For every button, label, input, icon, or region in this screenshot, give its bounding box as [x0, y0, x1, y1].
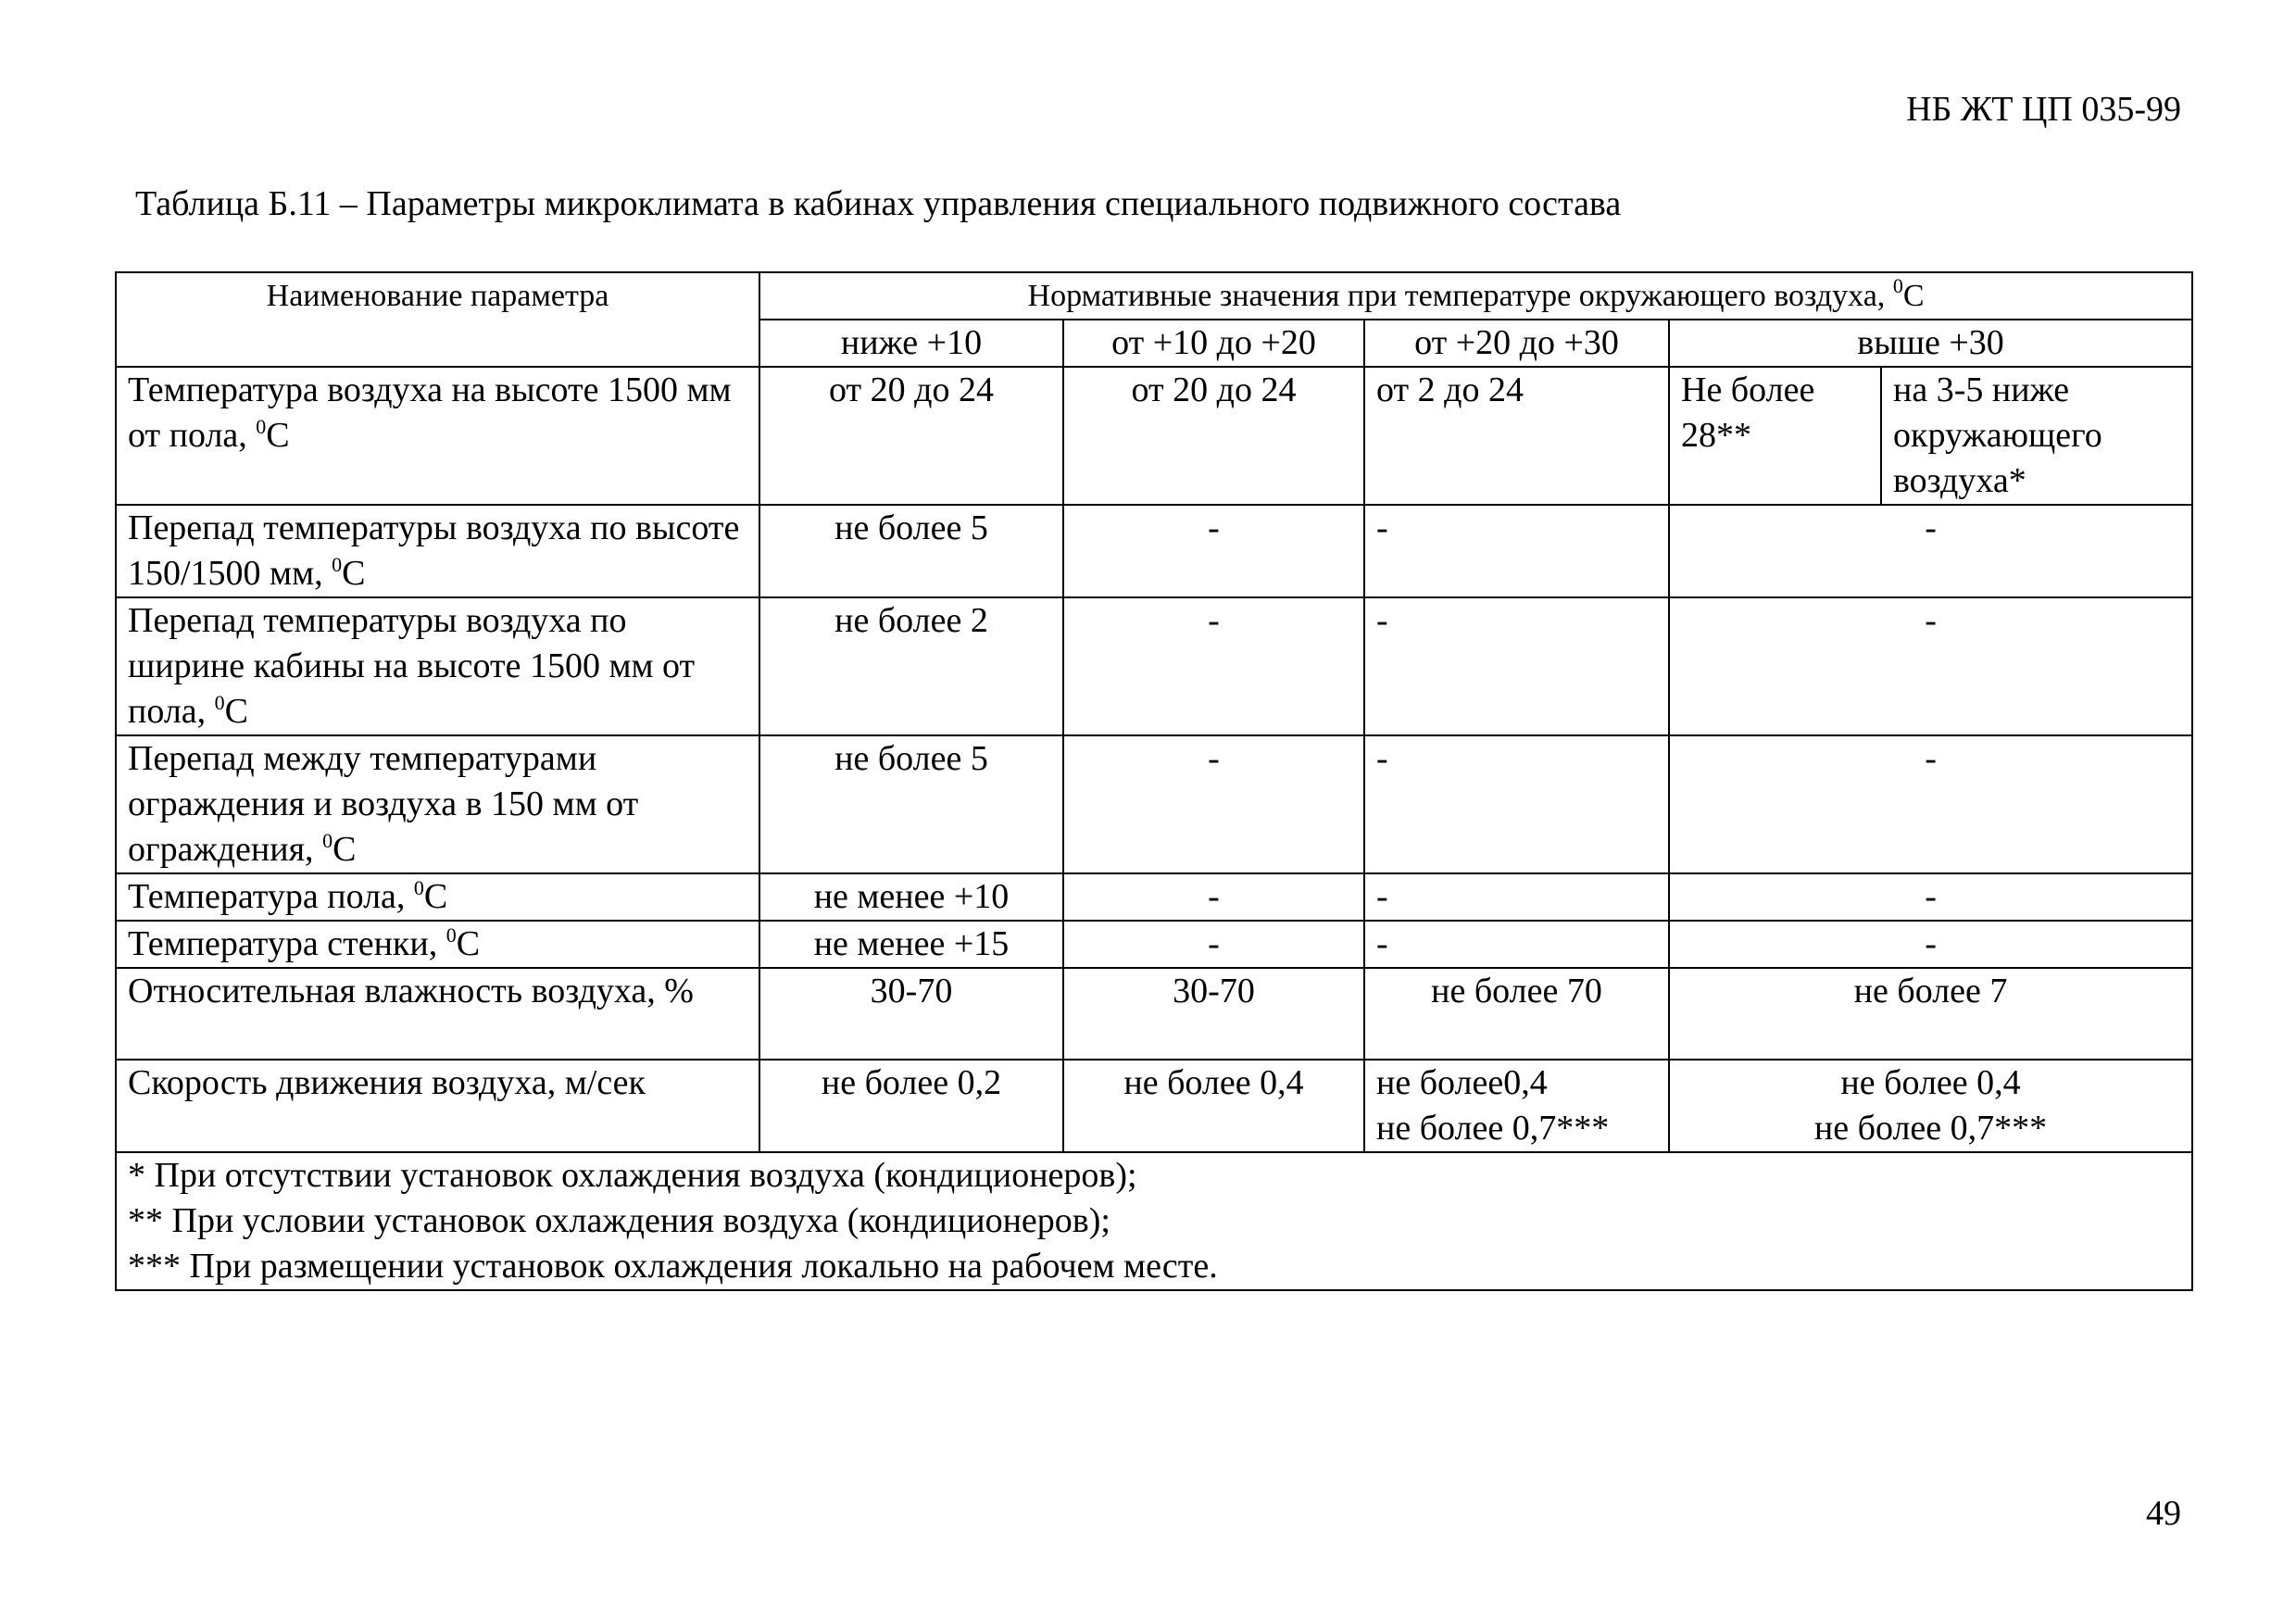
- param-cell: Скорость движения воздуха, м/сек: [116, 1060, 759, 1152]
- value-line: не более 0,7***: [1813, 1109, 2048, 1148]
- value-cell: от 20 до 24: [1063, 367, 1364, 505]
- table-row: [116, 921, 2192, 968]
- value-cell: от 2 до 24: [1364, 367, 1669, 505]
- range-above-30: выше +30: [1669, 320, 2192, 367]
- value-cell: -: [1063, 921, 1364, 968]
- value-cell: -: [1364, 873, 1669, 921]
- value-line: не более0,4: [1376, 1063, 1548, 1102]
- value-cell: -: [1364, 921, 1669, 968]
- value-cell: -: [1669, 921, 2192, 968]
- value-cell: не менее +15: [759, 921, 1063, 968]
- value-cell: не более 7: [1669, 968, 2192, 1060]
- value-cell: не менее +10: [759, 873, 1063, 921]
- value-cell: от 20 до 24: [759, 367, 1063, 505]
- footnotes-cell: [116, 1152, 2192, 1290]
- param-cell: Перепад температуры воздуха по высоте 150/1500 мм, $^0$С: [116, 505, 759, 597]
- value-cell: -: [1063, 873, 1364, 921]
- param-cell: Температура пола, $^0$С: [116, 873, 759, 921]
- microclimate-table: [115, 271, 2193, 1291]
- range-20-30: от +20 до +30: [1364, 320, 1669, 367]
- param-cell: Перепад температуры воздуха по ширине кабины на высоте 1500 мм от пола, $^0$С: [116, 597, 759, 735]
- value-cell: -: [1669, 505, 2192, 597]
- table-header-row: [116, 272, 2192, 320]
- value-cell: не более 0,2: [759, 1060, 1063, 1152]
- value-cell: 30-70: [1063, 968, 1364, 1060]
- value-line: не более 0,7***: [1376, 1109, 1610, 1148]
- range-below-10: ниже +10: [759, 320, 1063, 367]
- value-cell: не более 5: [759, 505, 1063, 597]
- value-cell: 30-70: [759, 968, 1063, 1060]
- param-cell: Перепад между температурами ограждения и воздуха в 150 мм от ограждения, $^0$С: [116, 735, 759, 873]
- value-cell: -: [1063, 735, 1364, 873]
- table-row: [116, 597, 2192, 735]
- value-cell: -: [1063, 505, 1364, 597]
- value-cell: -: [1669, 597, 2192, 735]
- value-cell: -: [1669, 873, 2192, 921]
- document-code: НБ ЖТ ЦП 035-99: [1906, 90, 2181, 129]
- param-name-header: Наименование параметра: [116, 272, 759, 367]
- param-cell: Температура стенки, $^0$С: [116, 921, 759, 968]
- table-row: [116, 968, 2192, 1060]
- param-cell: Температура воздуха на высоте 1500 мм от пола, $^0$С: [116, 367, 759, 505]
- value-cell: -: [1364, 597, 1669, 735]
- value-cell: Не более 28**: [1669, 367, 1881, 505]
- param-cell: Относительная влажность воздуха, %: [116, 968, 759, 1060]
- value-cell: -: [1063, 597, 1364, 735]
- footnote: ** При условии установок охлаждения воздуха (кондиционеров);: [128, 1201, 1110, 1240]
- table-row: [116, 873, 2192, 921]
- table-row: [116, 505, 2192, 597]
- normative-values-header: Нормативные значения при температуре окружающего воздуха, $^0$С: [759, 272, 2192, 320]
- value-cell: на 3-5 ниже окружающего воздуха*: [1881, 367, 2192, 505]
- value-line: не более 0,4: [1840, 1063, 2021, 1102]
- value-cell: [1364, 1060, 1669, 1152]
- value-cell: -: [1669, 735, 2192, 873]
- value-cell: не более 70: [1364, 968, 1669, 1060]
- footnote: *** При размещении установок охлаждения локально на рабочем месте.: [128, 1247, 1218, 1286]
- footnotes-row: [116, 1152, 2192, 1290]
- page-number: 49: [2146, 1494, 2181, 1533]
- table-row: [116, 367, 2192, 505]
- value-cell: -: [1364, 735, 1669, 873]
- range-10-20: от +10 до +20: [1063, 320, 1364, 367]
- table-row: [116, 735, 2192, 873]
- table-row: [116, 1060, 2192, 1152]
- value-cell: -: [1364, 505, 1669, 597]
- value-cell: не более 0,4: [1063, 1060, 1364, 1152]
- table-title: Таблица Б.11 – Параметры микроклимата в кабинах управления специального подвижного состава: [135, 184, 1622, 223]
- value-cell: [1669, 1060, 2192, 1152]
- value-cell: не более 2: [759, 597, 1063, 735]
- footnote: * При отсутствии установок охлаждения воздуха (кондиционеров);: [128, 1156, 1137, 1195]
- value-cell: не более 5: [759, 735, 1063, 873]
